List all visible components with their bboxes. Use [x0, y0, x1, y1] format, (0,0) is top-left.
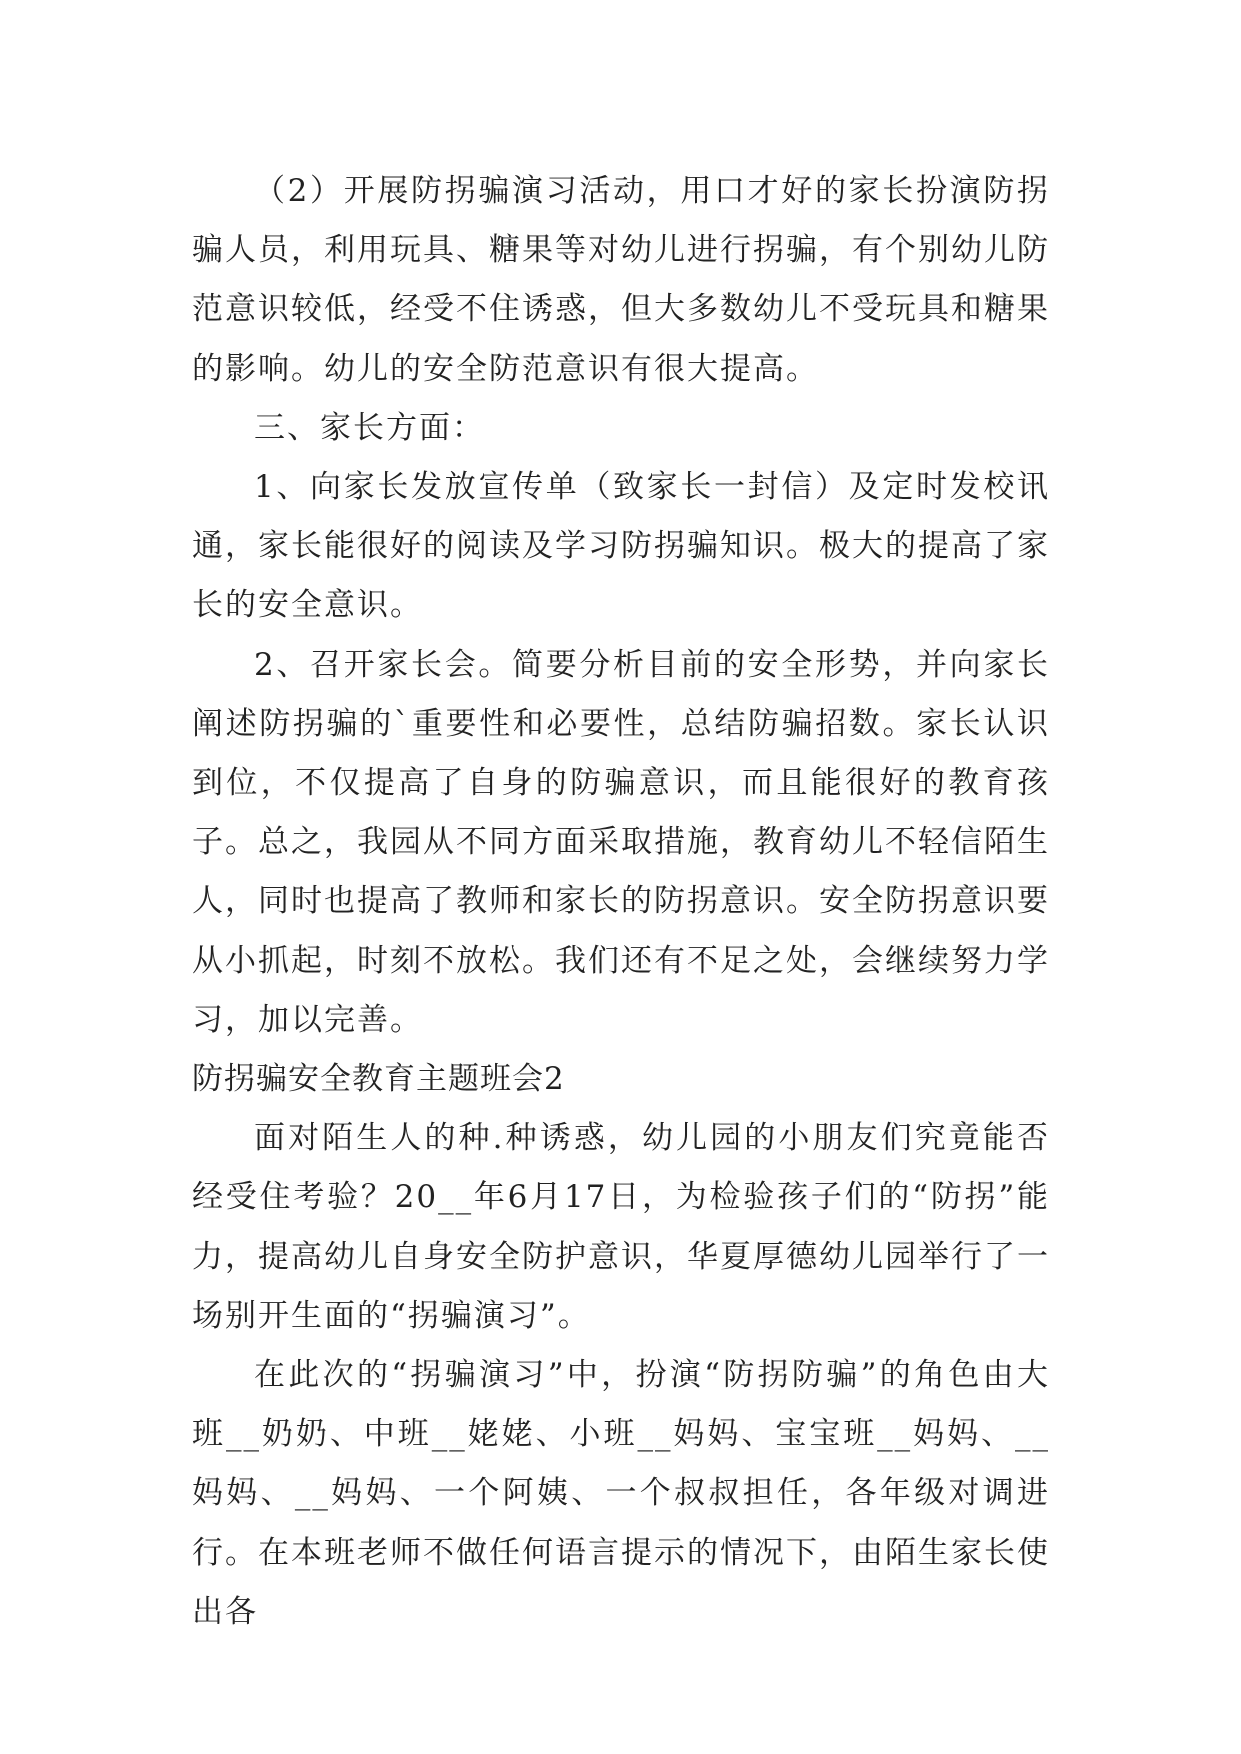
document-body — [192, 162, 1050, 1642]
paragraph-drill-activity: （2）开展防拐骗演习活动，用口才好的家长扮演防拐骗人员，利用玩具、糖果等对幼儿进行拐骗，有个别幼儿防范意识较低，经受不住诱惑，但大多数幼儿不受玩具和糖果的影响。幼儿的安全防范意识有很大提高。 — [192, 173, 1050, 387]
paragraph-parents-heading: 三、家长方面： — [254, 409, 485, 446]
section-title: 防拐骗安全教育主题班会2 — [192, 1061, 565, 1098]
paragraph-temptation-test: 面对陌生人的种.种诱惑，幼儿园的小朋友们究竟能否经受住考验？20__年6月17日，为检验孩子们的“防拐”能力，提高幼儿自身安全防护意识，华夏厚德幼儿园举行了一场别开生面的“拐骗演习”。 — [192, 1120, 1050, 1334]
paragraph-leaflets: 1、向家长发放宣传单（致家长一封信）及定时发校讯通，家长能很好的阅读及学习防拐骗知识。极大的提高了家长的安全意识。 — [192, 469, 1050, 624]
paragraph-drill-roles: 在此次的“拐骗演习”中，扮演“防拐防骗”的角色由大班__奶奶、中班__姥姥、小班__妈妈、宝宝班__妈妈、__妈妈、__妈妈、一个阿姨、一个叔叔担任，各年级对调进行。在本班老师不做任何语言提示的情况下，由陌生家长使出各 — [192, 1357, 1050, 1630]
paragraph-parents-meeting: 2、召开家长会。简要分析目前的安全形势，并向家长阐述防拐骗的`重要性和必要性，总结防骗招数。家长认识到位，不仅提高了自身的防骗意识，而且能很好的教育孩子。总之，我园从不同方面采取措施，教育幼儿不轻信陌生人，同时也提高了教师和家长的防拐意识。安全防拐意识要从小抓起，时刻不放松。我们还有不足之处，会继续努力学习，加以完善。 — [192, 646, 1050, 1038]
